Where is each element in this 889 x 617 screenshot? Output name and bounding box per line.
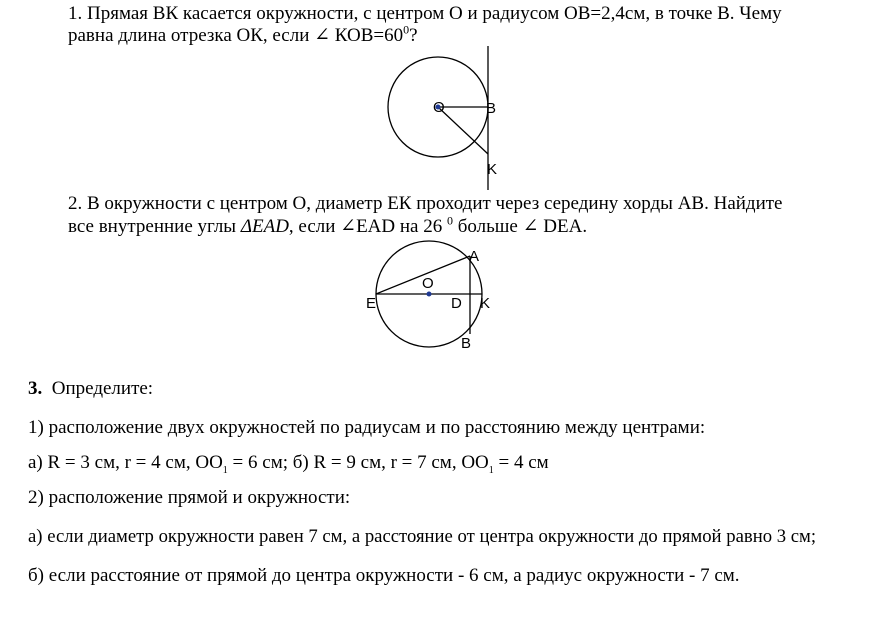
task3-item1a-text3: = 4 см <box>493 452 549 473</box>
chord-figure <box>362 240 502 355</box>
sub-1: 1 <box>222 464 228 476</box>
label-o: O <box>433 99 445 116</box>
task3-item1a-text2: = 6 см; б) R = 9 см, r = 7 см, OO <box>227 452 489 473</box>
task2-line2-a: все внутренние углы <box>68 216 241 237</box>
task3-heading <box>28 378 153 400</box>
task2-line2-b: , если ∠EAD на 26 <box>288 216 447 237</box>
triangle-ead: ΔEAD <box>240 216 289 237</box>
task2-line1: 2. В окружности с центром О, диаметр ЕК проходит через середину хорды АВ. Найдите <box>68 193 783 214</box>
label-k: K <box>487 161 498 178</box>
task3-item1: 1) расположение двух окружностей по радиусам и по расстоянию между центрами: <box>28 417 706 438</box>
label-b: B <box>486 100 497 117</box>
degree-sup-2: 0 <box>446 213 453 228</box>
label-o2: O <box>422 275 434 292</box>
label-b2: B <box>461 335 472 352</box>
task1-line1: 1. Прямая ВК касается окружности, с центром О и радиусом ОВ=2,4см, в точке В. Чему <box>68 3 782 24</box>
center-point-o2 <box>427 292 432 297</box>
label-d: D <box>451 295 462 312</box>
degree-sup: 0 <box>403 22 410 37</box>
task3-title: Определите: <box>51 378 154 399</box>
label-a: A <box>469 248 480 265</box>
task2-line2 <box>68 213 588 238</box>
tangent-figure <box>380 44 520 192</box>
task1-line2 <box>68 22 418 47</box>
segment-ok <box>438 107 488 154</box>
task1-line2-end: ? <box>409 25 418 46</box>
task3-item2a: а) если диаметр окружности равен 7 см, а расстояние от центра окружности до прямой равно 3 см; <box>28 526 817 547</box>
task2-line2-c: больше ∠ DEA. <box>452 216 588 237</box>
task3-item2: 2) расположение прямой и окружности: <box>28 487 351 508</box>
task3-number: 3. <box>28 378 43 399</box>
sub-2: 1 <box>488 464 494 476</box>
label-e: E <box>366 295 377 312</box>
task3-item2b: б) если расстояние от прямой до центра окружности - 6 см, а радиус окружности - 7 см. <box>28 565 740 586</box>
task3-item1a <box>28 452 549 474</box>
task1-line2-text: равна длина отрезка ОК, если ∠ КОВ=60 <box>68 25 404 46</box>
label-k2: K <box>480 295 491 312</box>
task3-item1a-text1: а) R = 3 см, r = 4 см, OO <box>28 452 223 473</box>
